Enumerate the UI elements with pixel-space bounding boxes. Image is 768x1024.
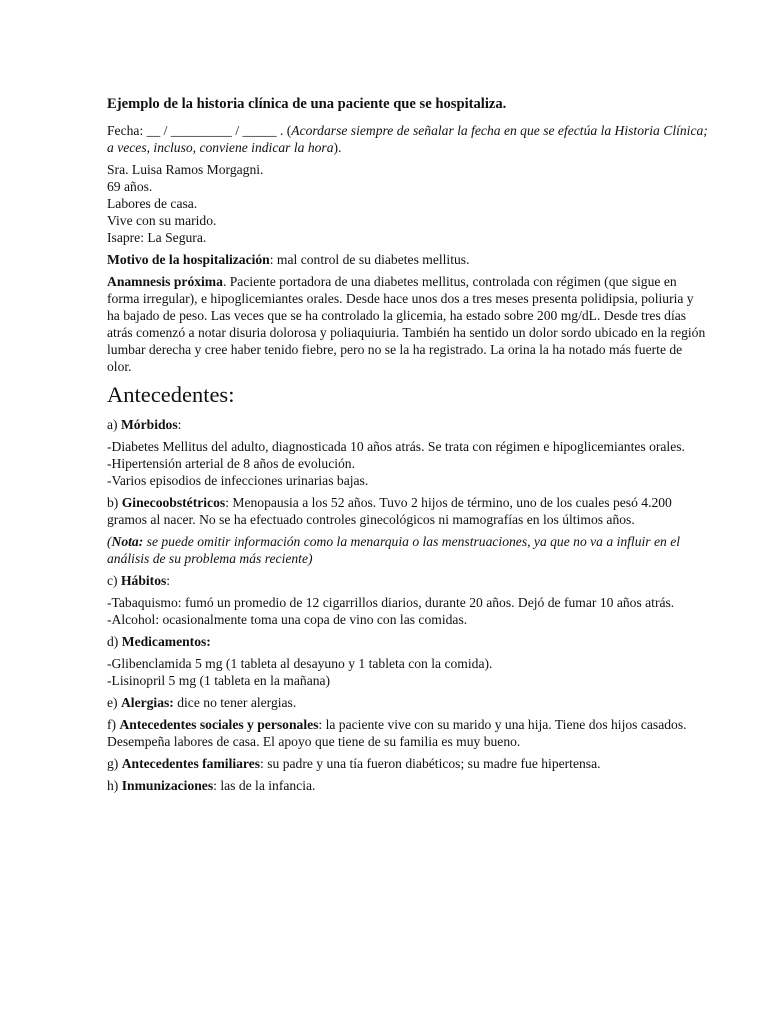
medicamentos-heading: [107, 633, 708, 650]
medicamentos-prefix: d): [107, 634, 122, 649]
sociales-label: Antecedentes sociales y personales: [119, 717, 319, 732]
habitos-heading: [107, 572, 708, 589]
morbidos-item: -Diabetes Mellitus del adulto, diagnosticada 10 años atrás. Se trata con régimen e hipoglicemiantes orales.: [107, 439, 685, 454]
morbidos-prefix: a): [107, 417, 121, 432]
morbidos-item: -Hipertensión arterial de 8 años de evolución.: [107, 456, 355, 471]
document-title: Ejemplo de la historia clínica de una paciente que se hospitaliza.: [107, 96, 507, 112]
fecha-note: Acordarse siempre de señalar la fecha en que se efectúa la Historia Clínica; a veces, incluso, conviene indicar la hora: [107, 123, 708, 155]
patient-living: Vive con su marido.: [107, 213, 217, 228]
morbidos-label: Mórbidos: [120, 417, 178, 432]
motivo-paragraph: [107, 251, 708, 268]
gineco-text: : Menopausia a los 52 años. Tuvo 2 hijos de término, uno de los cuales pesó 4.200 gramos al nacer. No se ha efectuado controles ginecológicos ni mamografías en los últimos años.: [107, 495, 672, 527]
fecha-prefix: Fecha: __ / _________ / _____ . (: [107, 123, 292, 138]
anamnesis-paragraph: [107, 273, 708, 375]
habitos-item: -Alcohol: ocasionalmente toma una copa de vino con las comidas.: [107, 612, 468, 627]
patient-name: Sra. Luisa Ramos Morgagni.: [107, 162, 264, 177]
anamnesis-text: . Paciente portadora de una diabetes mellitus, controlada con régimen (que sigue en forma irregular), e hipoglicemiantes orales. Desde hace unos dos a tres meses presenta polidipsia, poliuria y ha bajado de peso. Las veces que se ha controlado la glicemia, ha estado sobre 200 mg/dL. Desde tres días atrás comenzó a notar disuria dolorosa y poliaquiuria. También ha sentido un dolor sordo ubicado en la región lumbar derecha y cree haber tenido fiebre, pero no se la ha registrado. La orina la ha notado más fuerte de olor.: [107, 274, 706, 374]
sociales-paragraph: [107, 716, 708, 750]
anamnesis-label: Anamnesis próxima: [107, 274, 223, 289]
morbidos-suffix: :: [177, 417, 182, 432]
patient-insurance: Isapre: La Segura.: [107, 230, 207, 245]
gineco-paragraph: [107, 494, 708, 528]
habitos-prefix: c): [107, 573, 121, 588]
habitos-list: [107, 594, 708, 628]
habitos-label: Hábitos: [120, 573, 167, 588]
nota-open: (: [107, 534, 112, 549]
familiares-text: : su padre y una tía fueron diabéticos; su madre fue hipertensa.: [260, 756, 601, 771]
sociales-prefix: f): [107, 717, 120, 732]
morbidos-list: [107, 438, 708, 489]
familiares-prefix: g): [107, 756, 122, 771]
medicamentos-item: -Glibenclamida 5 mg (1 tableta al desayuno y 1 tableta con la comida).: [107, 656, 493, 671]
fecha-suffix: ).: [333, 140, 342, 155]
inmunizaciones-label: Inmunizaciones: [121, 778, 214, 793]
patient-info: [107, 161, 708, 246]
medicamentos-label: Medicamentos:: [121, 634, 211, 649]
morbidos-heading: [107, 416, 708, 433]
antecedentes-heading: Antecedentes:: [107, 382, 235, 407]
inmunizaciones-text: : las de la infancia.: [213, 778, 316, 793]
medicamentos-list: [107, 655, 708, 689]
medicamentos-item: -Lisinopril 5 mg (1 tableta en la mañana): [107, 673, 331, 688]
morbidos-item: -Varios episodios de infecciones urinarias bajas.: [107, 473, 369, 488]
alergias-paragraph: [107, 694, 708, 711]
patient-occupation: Labores de casa.: [107, 196, 198, 211]
patient-age: 69 años.: [107, 179, 153, 194]
habitos-item: -Tabaquismo: fumó un promedio de 12 cigarrillos diarios, durante 20 años. Dejó de fumar 10 años atrás.: [107, 595, 675, 610]
nota-label: Nota:: [111, 534, 144, 549]
familiares-paragraph: [107, 755, 708, 772]
nota-text: se puede omitir información como la menarquia o las menstruaciones, ya que no va a influir en el análisis de su problema más reciente): [107, 534, 681, 566]
alergias-text: dice no tener alergias.: [173, 695, 297, 710]
sociales-text: : la paciente vive con su marido y una hija. Tiene dos hijos casados. Desempeña labores de casa. El apoyo que tiene de su familia es muy bueno.: [107, 717, 687, 749]
gineco-label: Ginecoobstétricos: [121, 495, 226, 510]
inmunizaciones-paragraph: [107, 777, 708, 794]
nota-paragraph: [107, 533, 708, 567]
inmunizaciones-prefix: h): [107, 778, 122, 793]
familiares-label: Antecedentes familiares: [121, 756, 261, 771]
habitos-suffix: :: [166, 573, 171, 588]
fecha-line: [107, 122, 708, 156]
alergias-prefix: e): [107, 695, 121, 710]
motivo-text: : mal control de su diabetes mellitus.: [269, 252, 470, 267]
gineco-prefix: b): [107, 495, 122, 510]
motivo-label: Motivo de la hospitalización: [107, 252, 270, 267]
alergias-label: Alergias:: [120, 695, 174, 710]
